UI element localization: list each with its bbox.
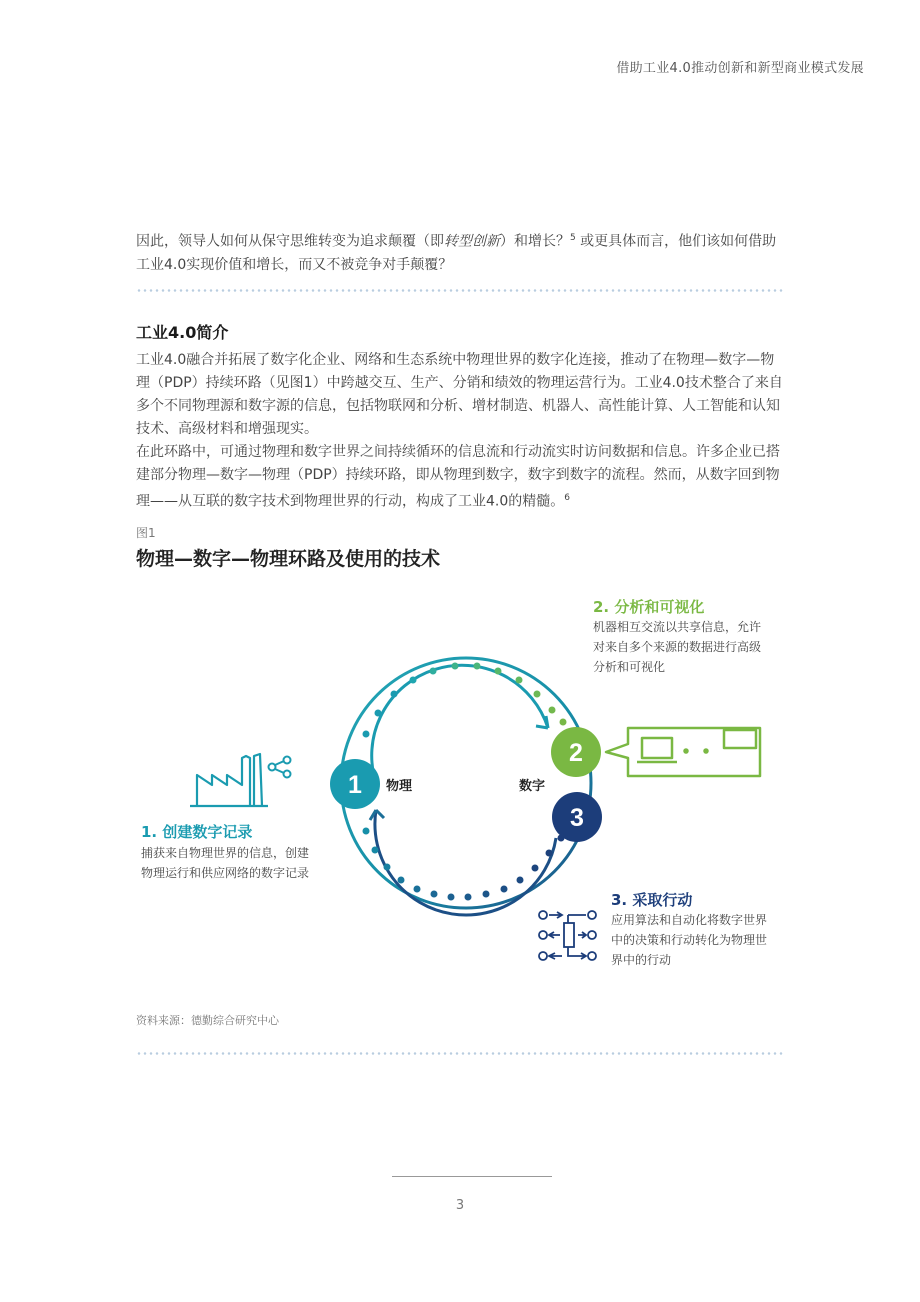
intro-emphasis: 转型创新 [444, 233, 500, 250]
figure-label: 图1 [136, 526, 156, 540]
step-1-number: 1 [348, 771, 362, 799]
arrow-bottom-icon [370, 810, 384, 820]
footnote-ref-6[interactable]: 6 [564, 493, 570, 503]
section-paragraph-2-text: 在此环路中，可通过物理和数字世界之间持续循环的信息流和行动流实时访问数据和信息。许多企业已搭建部分物理—数字—物理（PDP）持续环路，即从物理到数字，数字到数字的流程。然而，从数字回到物理——从互联的数字技术到物理世界的行动，构成了工业4.0的精髓。 [136, 444, 780, 510]
step-3-desc-line-2: 中的决策和行动转化为物理世 [611, 933, 768, 947]
inner-arc-top [372, 665, 548, 783]
step-1-desc-line-2: 物理运行和供应网络的数字记录 [141, 866, 310, 880]
step-1-description [141, 843, 309, 883]
arrow-top-icon [536, 716, 548, 728]
step-2-description [593, 617, 761, 677]
step-3-number: 3 [570, 804, 584, 832]
figure-title: 物理—数字—物理环路及使用的技术 [136, 548, 441, 570]
header-title: 借助工业4.0推动创新和新型商业模式发展 [616, 61, 864, 76]
label-physical: 物理 [386, 779, 413, 794]
step-3-description [611, 910, 767, 970]
step-1-desc-line-1: 捕获来自物理世界的信息，创建 [141, 846, 310, 860]
step-2-desc-line-1: 机器相互交流以共享信息，允许 [593, 620, 762, 634]
figure-source: 资料来源：德勤综合研究中心 [136, 1014, 279, 1027]
label-digital: 数字 [519, 779, 546, 794]
step-2-desc-line-3: 分析和可视化 [593, 660, 666, 674]
page-number: 3 [455, 1198, 465, 1213]
step-3-desc-line-3: 界中的行动 [611, 953, 672, 967]
pdp-loop-diagram [0, 580, 920, 980]
dotted-divider [136, 289, 784, 292]
footnote-ref-5[interactable]: 5 [570, 233, 576, 243]
step-2-desc-line-2: 对来自多个来源的数据进行高级 [593, 640, 762, 654]
dotted-divider-bottom [136, 1052, 784, 1055]
step-2-number: 2 [569, 739, 583, 767]
devices-panel-icon [606, 728, 760, 776]
share-icon [269, 757, 291, 778]
intro-paragraph [136, 227, 784, 277]
intro-text-end: 或更具体而言，他们该如何借助工业4.0实现价值和增长，而又不被竞争对手颠覆？ [136, 233, 777, 273]
footer-rule [392, 1176, 552, 1177]
section-paragraph-2 [136, 441, 784, 514]
step-3-title: 3. 采取行动 [611, 891, 693, 909]
flow-arrows-icon [539, 911, 596, 960]
step-2-title: 2. 分析和可视化 [593, 598, 705, 616]
step-3-desc-line-1: 应用算法和自动化将数字世界 [611, 913, 768, 927]
step-1-title: 1. 创建数字记录 [141, 823, 253, 841]
intro-text-after: ）和增长？ [500, 233, 570, 250]
section-paragraph-1: 工业4.0融合并拓展了数字化企业、网络和生态系统中物理世界的数字化连接，推动了在物理—数字—物理（PDP）持续环路（见图1）中跨越交互、生产、分销和绩效的物理运营行为。工业4.0技术整合了来自多个不同物理源和数字源的信息，包括物联网和分析、增材制造、机器人、高性能计算、人工智能和认知技术、高级材料和增强现实。 [136, 352, 783, 437]
intro-text-before: 因此，领导人如何从保守思维转变为追求颠覆（即 [136, 233, 444, 250]
section-title: 工业4.0简介 [136, 323, 229, 342]
factory-icon [190, 754, 268, 806]
